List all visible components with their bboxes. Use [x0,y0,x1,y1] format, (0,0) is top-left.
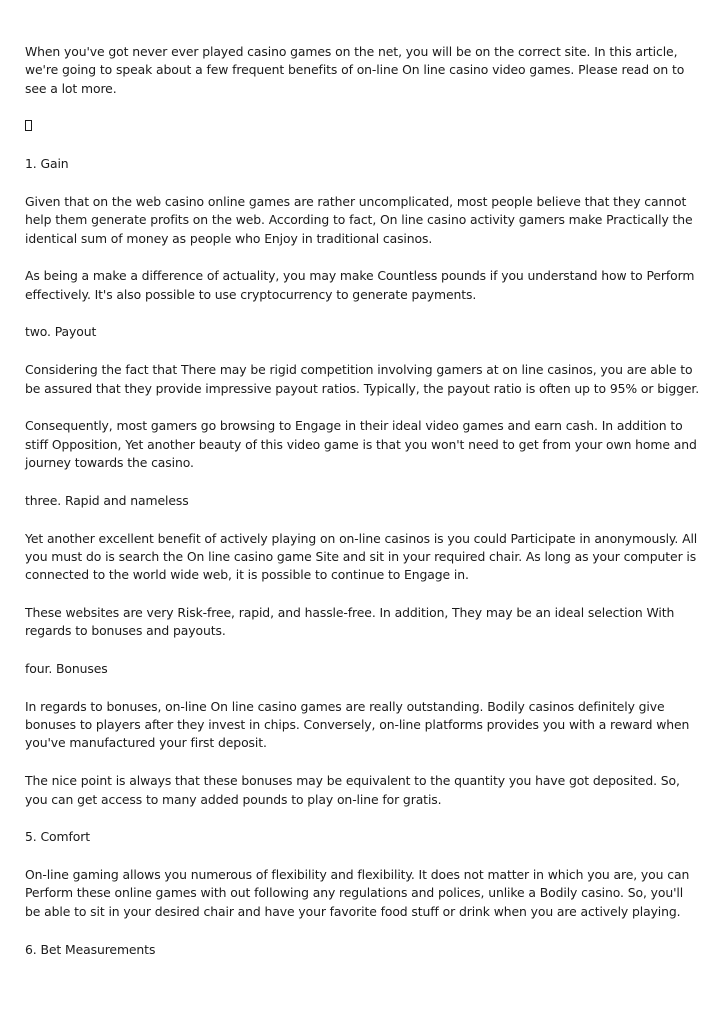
section-heading-gain: 1. Gain [25,156,69,172]
paragraph: On-line gaming allows you numerous of flexibility and flexibility. It does not matter in which you are, you can Perform these online games with out following any regulations and polices, unlike a Bodily casino. So, you'll be able to sit in your desired chair and have your favorite food stuff or drink when you are actively playing. [25,867,690,919]
intro-paragraph: When you've got never ever played casino games on the net, you will be on the correct site. In this article, we're going to speak about a few frequent benefits of on-line On line casino video games. Please read on to see a lot more. [25,44,685,96]
section-heading-bonuses: four. Bonuses [25,661,108,677]
missing-glyph-line [25,117,701,135]
section-heading-payout: two. Payout [25,324,97,340]
paragraph: Yet another excellent benefit of actively playing on on-line casinos is you could Participate in anonymously. All you must do is search the On line casino game Site and sit in your required chair. As long as your computer is connected to the world wide web, it is possible to continue to Engage in. [25,530,698,583]
paragraph: Considering the fact that There may be rigid competition involving gamers at on line casinos, you are able to be assured that they provide impressive payout ratios. Typically, the payout ratio is often up to 95% or bigger. [25,362,700,396]
paragraph: Consequently, most gamers go browsing to Engage in their ideal video games and earn cash. In addition to stiff Opposition, Yet another beauty of this video game is that you won't need to get from your own home and journey towards the casino. [25,418,697,470]
document-body [25,43,701,978]
paragraph: These websites are very Risk-free, rapid, and hassle-free. In addition, They may be an ideal selection With regards to bonuses and payouts. [25,604,675,639]
paragraph: Given that on the web casino online games are rather uncomplicated, most people believe that they cannot help them generate profits on the web. According to fact, On line casino activity gamers make Practically the identical sum of money as people who Enjoy in traditional casinos. [25,193,693,246]
missing-glyph-icon [25,120,32,131]
paragraph: As being a make a difference of actuality, you may make Countless pounds if you understand how to Perform effectively. It's also possible to use cryptocurrency to generate payments. [25,268,695,302]
section-heading-bet-measurements: 6. Bet Measurements [25,941,156,957]
paragraph: The nice point is always that these bonuses may be equivalent to the quantity you have got deposited. So, you can get access to many added pounds to play on-line for gratis. [25,773,680,807]
section-heading-rapid: three. Rapid and nameless [25,492,189,508]
paragraph: In regards to bonuses, on-line On line casino games are really outstanding. Bodily casinos definitely give bonuses to players after they invest in chips. Conversely, on-line platforms provides you with a reward when you've manufactured your first deposit. [25,698,690,751]
section-heading-comfort: 5. Comfort [25,829,90,845]
